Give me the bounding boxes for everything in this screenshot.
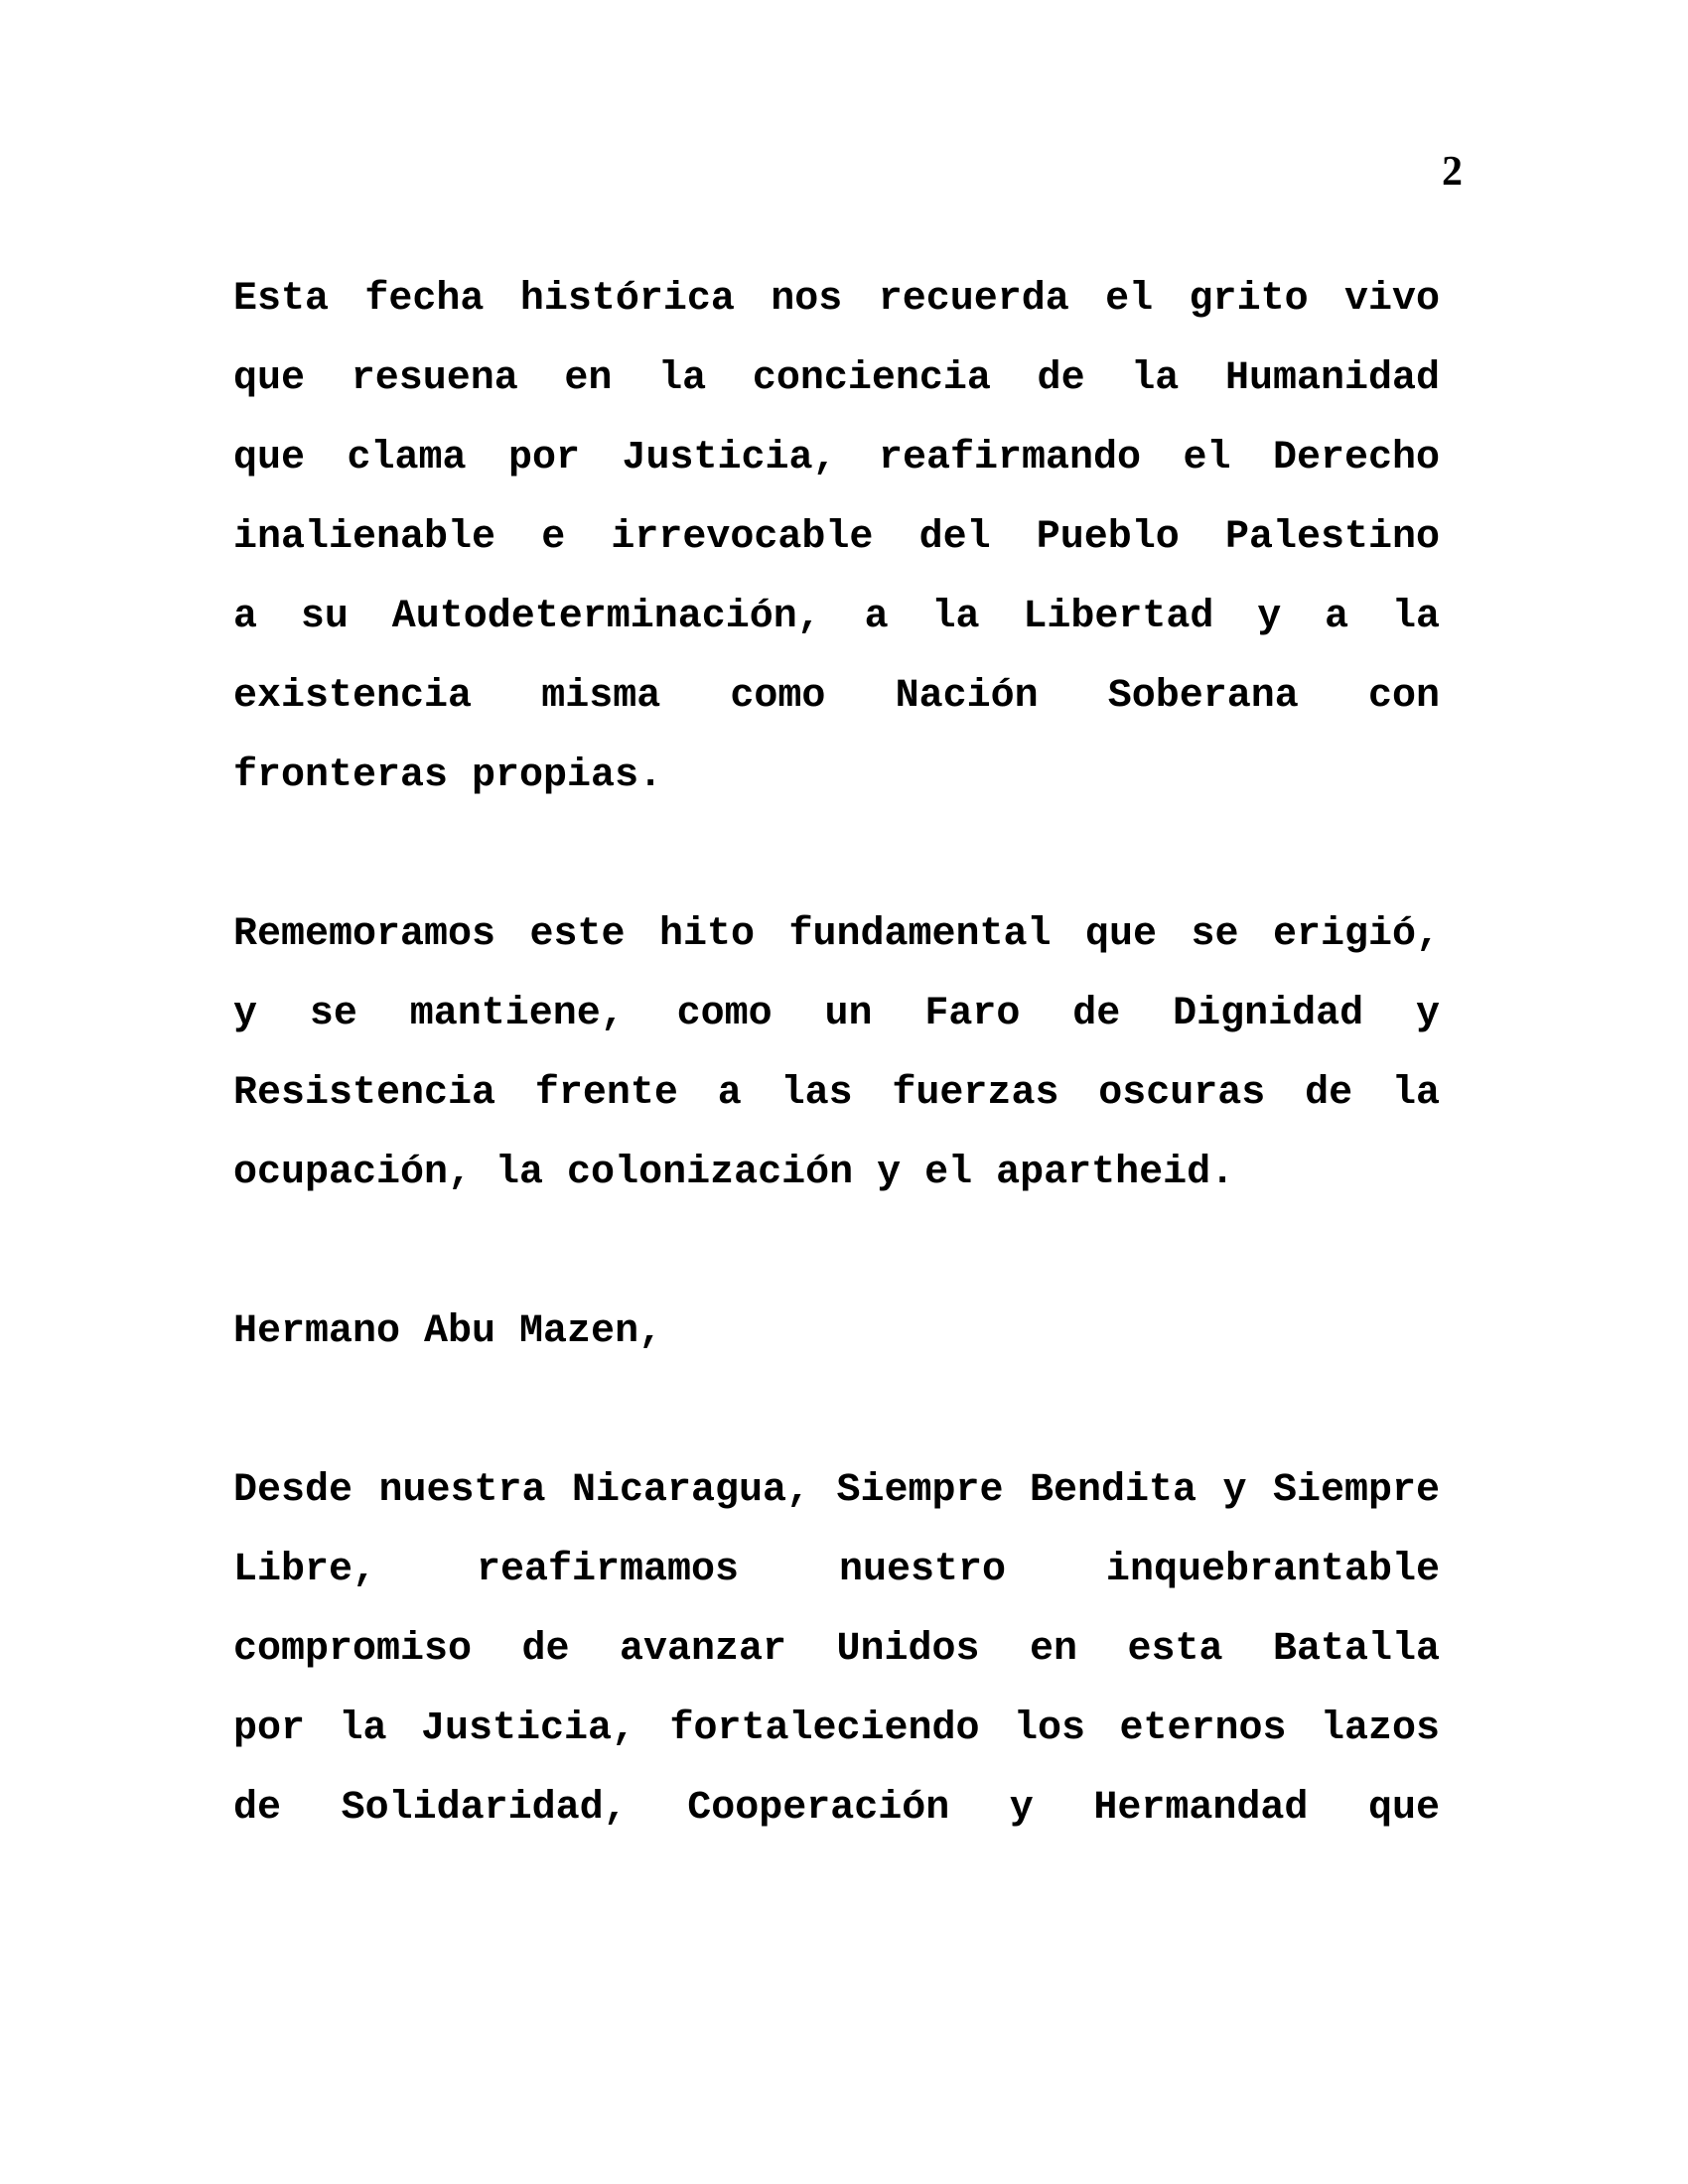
text-line: Resistencia frente a las fuerzas oscuras de la bbox=[233, 1071, 1440, 1116]
salutation bbox=[233, 1293, 1440, 1372]
text-line: existencia misma como Nación Soberana con bbox=[233, 674, 1440, 719]
text-line: ocupación, la colonización y el apartheid. bbox=[233, 1151, 1235, 1195]
text-line: que resuena en la conciencia de la Humanidad bbox=[233, 356, 1440, 401]
paragraph-2 bbox=[233, 895, 1440, 1213]
text-line: a su Autodeterminación, a la Libertad y a la bbox=[233, 595, 1440, 639]
text-line: Libre, reafirmamos nuestro inquebrantable bbox=[233, 1548, 1440, 1592]
paragraph-gap bbox=[233, 816, 1440, 895]
text-line: compromiso de avanzar Unidos en esta Batalla bbox=[233, 1627, 1440, 1672]
text-line: por la Justicia, fortaleciendo los eternos lazos bbox=[233, 1706, 1440, 1751]
text-line: Hermano Abu Mazen, bbox=[233, 1309, 663, 1354]
paragraph-gap bbox=[233, 1213, 1440, 1293]
text-line: Desde nuestra Nicaragua, Siempre Bendita y Siempre bbox=[233, 1468, 1440, 1513]
document-body bbox=[233, 260, 1440, 1848]
text-line: Esta fecha histórica nos recuerda el grito vivo bbox=[233, 277, 1440, 322]
text-line: fronteras propias. bbox=[233, 753, 663, 798]
paragraph-1 bbox=[233, 260, 1440, 816]
text-line: de Solidaridad, Cooperación y Hermandad que bbox=[233, 1786, 1440, 1831]
text-line: inalienable e irrevocable del Pueblo Palestino bbox=[233, 515, 1440, 560]
paragraph-3 bbox=[233, 1451, 1440, 1848]
text-line: y se mantiene, como un Faro de Dignidad y bbox=[233, 992, 1440, 1036]
text-line: que clama por Justicia, reafirmando el Derecho bbox=[233, 436, 1440, 480]
paragraph-gap bbox=[233, 1372, 1440, 1451]
text-line: Rememoramos este hito fundamental que se erigió, bbox=[233, 912, 1440, 957]
page-number: 2 bbox=[1442, 149, 1463, 195]
